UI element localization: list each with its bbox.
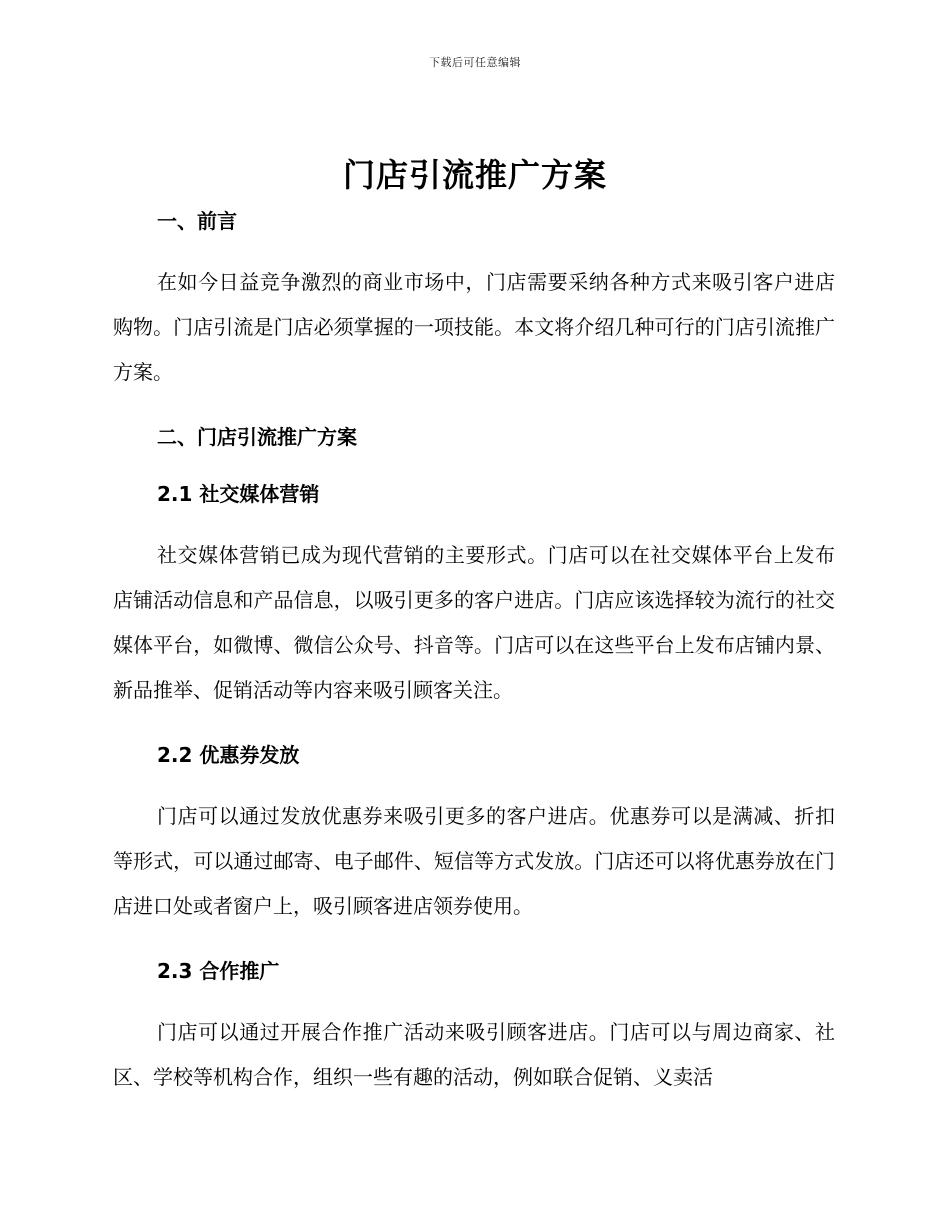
subsection-heading-coupon: 2.2 优惠券发放 — [157, 743, 300, 767]
subsection-heading-cooperation: 2.3 合作推广 — [157, 959, 280, 983]
document-title: 门店引流推广方案 — [342, 156, 607, 194]
paragraph-coupon: 门店可以通过发放优惠券来吸引更多的客户进店。优惠券可以是满减、折扣等形式，可以通过邮寄、电子邮件、短信等方式发放。门店还可以将优惠券放在门店进口处或者窗户上，吸引顾客进店领券使用。 — [113, 804, 835, 918]
section-heading-plans: 二、门店引流推广方案 — [157, 425, 357, 449]
subsection-heading-social-media: 2.1 社交媒体营销 — [157, 482, 320, 506]
paragraph-preface: 在如今日益竞争激烈的商业市场中，门店需要采纳各种方式来吸引客户进店购物。门店引流是门店必须掌握的一项技能。本文将介绍几种可行的门店引流推广方案。 — [113, 270, 835, 384]
paragraph-cooperation: 门店可以通过开展合作推广活动来吸引顾客进店。门店可以与周边商家、社区、学校等机构合作，组织一些有趣的活动，例如联合促销、义卖活 — [113, 1020, 835, 1089]
section-heading-preface: 一、前言 — [157, 209, 237, 233]
header-note: 下载后可任意编辑 — [429, 56, 521, 69]
document-body — [113, 202, 835, 1100]
paragraph-social-media: 社交媒体营销已成为现代营销的主要形式。门店可以在社交媒体平台上发布店铺活动信息和产品信息，以吸引更多的客户进店。门店应该选择较为流行的社交媒体平台，如微博、微信公众号、抖音等。门店可以在这些平台上发布店铺内景、新品推举、促销活动等内容来吸引顾客关注。 — [113, 543, 835, 702]
